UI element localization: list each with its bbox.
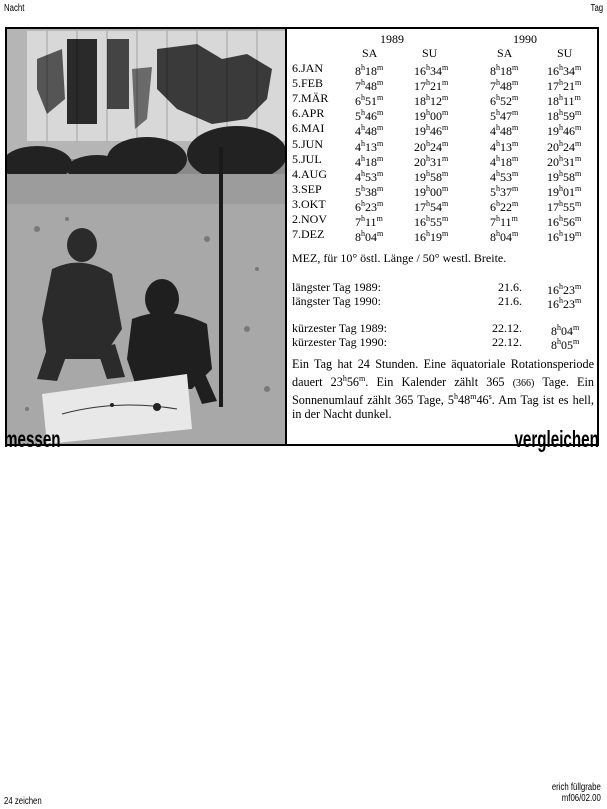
time-cell: 19$^h$58$^m$ xyxy=(547,168,582,184)
column-head-sunset-1989: SU xyxy=(422,46,438,60)
record-value: 16$^h$23$^m$ xyxy=(547,296,582,311)
time-cell: 18$^h$12$^m$ xyxy=(414,93,449,109)
time-cell: 19$^h$46$^m$ xyxy=(547,123,582,139)
gnomon-pole xyxy=(219,147,223,407)
world-map-strip xyxy=(27,31,285,141)
time-cell: 16$^h$19$^m$ xyxy=(547,229,582,245)
time-cell: 6$^h$51$^m$ xyxy=(355,93,384,109)
time-cell: 8$^h$04$^m$ xyxy=(490,229,519,245)
record-label: kürzester Tag 1989: xyxy=(292,321,387,335)
time-cell: 19$^h$58$^m$ xyxy=(414,168,449,184)
time-cell: 4$^h$53$^m$ xyxy=(355,168,384,184)
time-cell: 18$^h$11$^m$ xyxy=(547,93,581,109)
record-value: 8$^h$04$^m$ xyxy=(551,323,580,338)
author-name: erich füllgrabe xyxy=(552,782,601,793)
record-value: 16$^h$23$^m$ xyxy=(547,282,582,297)
time-cell: 6$^h$23$^m$ xyxy=(355,198,384,214)
month-label: 3.SEP xyxy=(292,181,322,196)
corner-label-day: Tag xyxy=(590,3,603,14)
mez-note: MEZ, für 10° östl. Länge / 50° westl. Breite. xyxy=(292,251,507,265)
time-cell: 16$^h$34$^m$ xyxy=(414,63,449,78)
time-cell: 8$^h$18$^m$ xyxy=(490,63,519,78)
footer-count: 24 zeichen xyxy=(4,796,42,807)
time-cell: 17$^h$21$^m$ xyxy=(547,78,582,94)
record-value: 8$^h$05$^m$ xyxy=(551,337,580,352)
time-cell: 4$^h$13$^m$ xyxy=(355,138,384,154)
time-cell: 17$^h$55$^m$ xyxy=(547,198,582,214)
year-heading-1989: 1989 xyxy=(380,32,404,46)
record-label: längster Tag 1990: xyxy=(292,294,381,308)
time-cell: 7$^h$11$^m$ xyxy=(490,214,518,229)
content-panel xyxy=(5,27,599,446)
month-label: 7.DEZ xyxy=(292,227,325,242)
time-cell: 6$^h$52$^m$ xyxy=(490,93,519,109)
column-head-sunrise-1989: SA xyxy=(362,46,378,60)
time-cell: 17$^h$54$^m$ xyxy=(414,198,449,214)
record-date: 21.6. xyxy=(498,280,522,294)
time-cell: 17$^h$21$^m$ xyxy=(414,78,449,94)
column-head-sunset-1990: SU xyxy=(557,46,573,60)
document-id: mf06/02.00 xyxy=(561,793,601,804)
record-date: 22.12. xyxy=(492,335,522,349)
time-cell: 20$^h$31$^m$ xyxy=(547,153,582,169)
time-cell: 16$^h$19$^m$ xyxy=(414,229,449,245)
time-cell: 19$^h$46$^m$ xyxy=(414,123,449,139)
time-cell: 4$^h$13$^m$ xyxy=(490,138,519,154)
month-label: 7.MÄR xyxy=(292,91,329,106)
time-cell: 20$^h$24$^m$ xyxy=(414,138,449,154)
month-label: 5.JUN xyxy=(292,136,324,151)
time-cell: 7$^h$48$^m$ xyxy=(355,78,384,94)
photo-illustration xyxy=(7,29,285,444)
sunrise-sunset-table xyxy=(289,29,597,444)
month-label: 2.NOV xyxy=(292,212,327,226)
column-head-sunrise-1990: SA xyxy=(497,46,513,60)
photo-men-measuring-shadow xyxy=(7,29,287,444)
time-cell: 19$^h$00$^m$ xyxy=(414,108,449,124)
time-cell: 6$^h$22$^m$ xyxy=(490,198,519,214)
record-date: 21.6. xyxy=(498,294,522,308)
year-heading-1990: 1990 xyxy=(513,32,537,46)
month-label: 5.FEB xyxy=(292,76,324,91)
time-cell: 4$^h$18$^m$ xyxy=(355,153,384,169)
time-cell: 16$^h$56$^m$ xyxy=(547,214,582,229)
footer-credit xyxy=(552,782,601,804)
time-cell: 19$^h$01$^m$ xyxy=(547,183,582,199)
record-date: 22.12. xyxy=(492,321,522,335)
time-cell: 20$^h$31$^m$ xyxy=(414,153,449,169)
time-cell: 8$^h$04$^m$ xyxy=(355,229,384,245)
month-label: 5.JUL xyxy=(292,151,322,166)
time-cell: 20$^h$24$^m$ xyxy=(547,138,582,154)
record-label: kürzester Tag 1990: xyxy=(292,335,387,349)
time-cell: 7$^h$48$^m$ xyxy=(490,78,519,94)
month-label: 6.MAI xyxy=(292,121,325,136)
time-cell: 4$^h$48$^m$ xyxy=(490,123,519,139)
time-cell: 18$^h$59$^m$ xyxy=(547,108,582,124)
time-cell: 5$^h$37$^m$ xyxy=(490,183,519,199)
time-cell: 19$^h$00$^m$ xyxy=(414,183,449,199)
corner-label-night: Nacht xyxy=(4,3,25,14)
time-cell: 4$^h$53$^m$ xyxy=(490,168,519,184)
time-cell: 16$^h$34$^m$ xyxy=(547,63,582,78)
caption-compare: vergleichen xyxy=(514,426,599,452)
time-cell: 5$^h$46$^m$ xyxy=(355,108,384,124)
month-label: 6.APR xyxy=(292,106,325,121)
time-cell: 8$^h$18$^m$ xyxy=(355,63,384,78)
month-label: 4.AUG xyxy=(292,166,327,181)
time-cell: 5$^h$47$^m$ xyxy=(490,108,519,124)
time-cell: 4$^h$18$^m$ xyxy=(490,153,519,169)
time-cell: 4$^h$48$^m$ xyxy=(355,123,384,139)
time-cell: 5$^h$38$^m$ xyxy=(355,183,384,199)
caption-measure: messen xyxy=(4,426,61,452)
month-label: 3.OKT xyxy=(292,196,326,211)
month-label: 6.JAN xyxy=(292,61,324,75)
explanatory-paragraph: Ein Tag hat 24 Stunden. Eine äquatoriale Rotationsperiode dauert 23$^h$56$^m$. Ein Kalender zählt 365 (366) Tage. Ein Sonnenumlauf zählt 365 Tage, 5$^h$48$^m$46$^s$. Am Tag ist es hell, in der Nacht dunkel. xyxy=(292,357,594,421)
record-label: längster Tag 1989: xyxy=(292,280,381,294)
time-cell: 16$^h$55$^m$ xyxy=(414,214,449,229)
time-cell: 7$^h$11$^m$ xyxy=(355,214,383,229)
